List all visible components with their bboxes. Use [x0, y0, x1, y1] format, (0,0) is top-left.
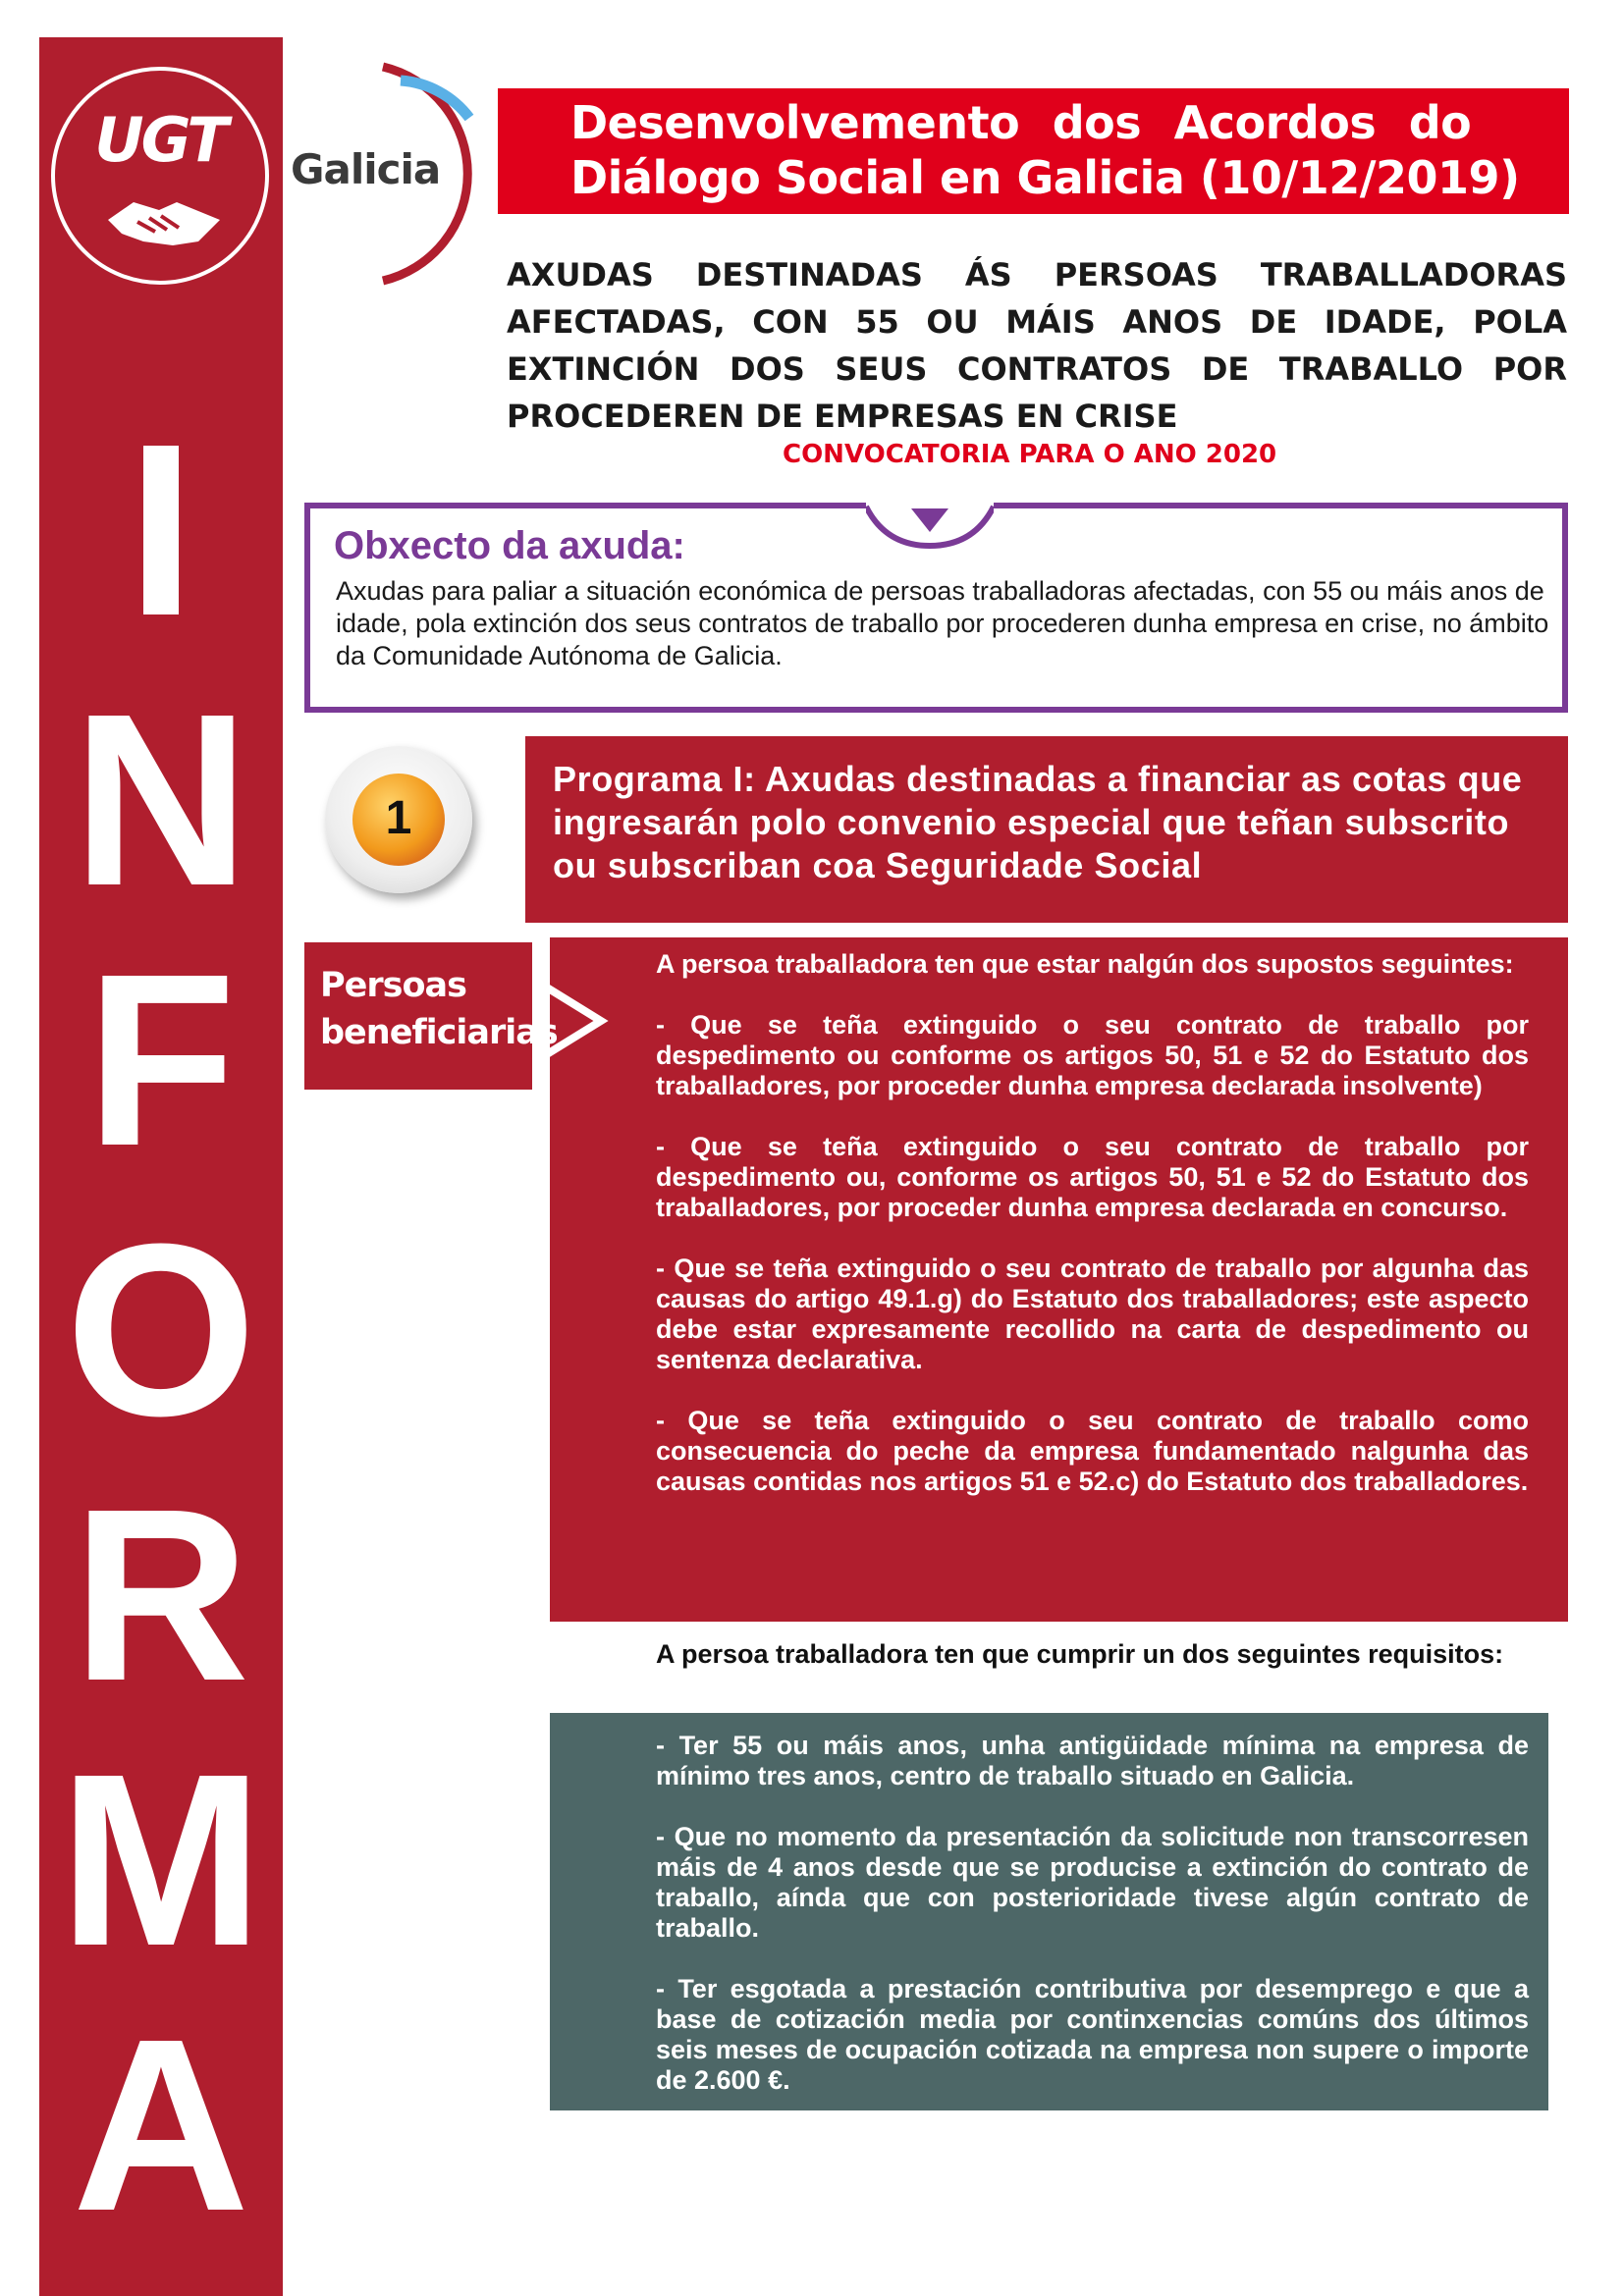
obxecto-box — [304, 503, 1568, 713]
requisitos-box — [550, 1713, 1548, 2110]
requisito-item: - Que no momento da presentación da solicitude non transcorresen máis de 4 anos desde que se producise a extinción do contrato de traballo, aínda que con posterioridade tivese algún contrato de traballo. — [656, 1822, 1529, 1943]
number-text: 1 — [385, 792, 412, 844]
side-letter-f: F — [85, 923, 237, 1197]
beneficiarias-label-box — [304, 942, 558, 1090]
suposto-item: - Que se teña extinguido o seu contrato de traballo por algunha das causas do artigo 49.1.g) do Estatuto dos traballadores; este aspecto debe estar expresamente recollido na carta de despedimento ou sentenza declarativa. — [656, 1254, 1529, 1374]
suposto-item: - Que se teña extinguido o seu contrato de traballo como consecuencia do peche da empresa fundamentado nalgunha das causas contidas nos artigos 51 e 52.c) do Estatuto dos traballadores. — [656, 1406, 1529, 1496]
supostos-box — [550, 937, 1568, 1622]
logo-text: UGT — [94, 104, 226, 176]
requisitos-text — [656, 1731, 1529, 2126]
requisito-item: - Ter esgotada a prestación contributiva por desemprego e que a base de cotización media por continxencias comúns dos últimos seis meses de ocupación cotizada na empresa non supere o importe de 2.600 €. — [656, 1974, 1529, 2095]
supostos-intro: A persoa traballadora ten que estar nalgún dos supostos seguintes: — [656, 949, 1514, 979]
notch-arrow-icon — [866, 503, 994, 550]
suposto-item: - Que se teña extinguido o seu contrato de traballo por despedimento ou, conforme os artigos 50, 51 e 52 do Estatuto dos traballadores, por proceder dunha empresa declarada en concurso. — [656, 1132, 1529, 1222]
side-letter-n: N — [72, 663, 250, 936]
beneficiarias-label-line2: beneficiarias — [320, 1013, 558, 1052]
subtitle: AXUDAS DESTINADAS ÁS PERSOAS TRABALLADORAS AFECTADAS, CON 55 OU MÁIS ANOS DE IDADE, POLA EXTINCIÓN DOS SEUS CONTRATOS DE TRABALLO POR PROCEDEREN DE EMPRESAS EN CRISE — [507, 256, 1567, 435]
galicia-label: Galicia — [291, 145, 441, 193]
side-letter-m: M — [58, 1723, 264, 1997]
requisito-item: - Ter 55 ou máis anos, unha antigüidade mínima na empresa de mínimo tres anos, centro de traballo situado en Galicia. — [656, 1731, 1529, 1790]
side-letter-r: R — [72, 1458, 250, 1732]
side-letter-o: O — [65, 1193, 257, 1467]
title-banner — [498, 88, 1569, 214]
programa-title: Programa I: Axudas destinadas a financiar as cotas que ingresarán polo convenio especial que teñan subscrito ou subscriban coa Seguridade Social — [553, 759, 1523, 885]
number-badge-inner — [352, 774, 445, 866]
programa-box — [525, 736, 1568, 923]
handshake-icon — [104, 181, 224, 249]
convocatoria: CONVOCATORIA PARA O ANO 2020 — [783, 440, 1277, 469]
beneficiarias-label — [320, 962, 558, 1056]
ugt-logo — [51, 67, 269, 285]
number-badge — [325, 746, 472, 893]
title-line-1: Desenvolvemento dos Acordos do — [570, 96, 1472, 149]
title-line-2: Diálogo Social en Galicia (10/12/2019) — [570, 151, 1520, 204]
suposto-item: - Que se teña extinguido o seu contrato de traballo por despedimento ou conforme os artigos 50, 51 e 52 do Estatuto dos traballadores, por proceder dunha empresa declarada insolvente) — [656, 1010, 1529, 1100]
chevron-right-icon — [530, 972, 609, 1070]
side-letter-a: A — [72, 1988, 250, 2262]
beneficiarias-label-line1: Persoas — [320, 966, 466, 1005]
side-letter-i: I — [127, 393, 195, 667]
obxecto-title: Obxecto da axuda: — [334, 524, 685, 567]
requisitos-intro: A persoa traballadora ten que cumprir un dos seguintes requisitos: — [656, 1639, 1504, 1669]
obxecto-text: Axudas para paliar a situación económica de persoas traballadoras afectadas, con 55 ou máis anos de idade, pola extinción dos seus contratos de traballo por procederen dunha empresa en crise, no ámbito da Comunidade Autónoma de Galicia. — [336, 576, 1549, 670]
supostos-text — [656, 949, 1529, 1527]
